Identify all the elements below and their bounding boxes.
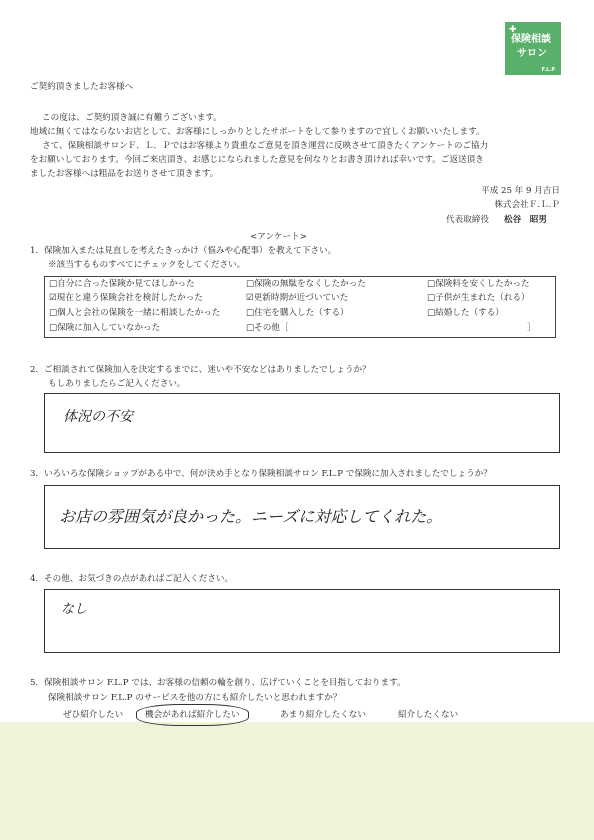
bottom-panel <box>0 722 594 840</box>
q5-option-2[interactable]: 機会があれば紹介したい <box>136 704 249 726</box>
q1-checkbox-table <box>44 276 556 338</box>
q3-answer: お店の雰囲気が良かった。ニーズに対応してくれた。 <box>59 507 443 526</box>
q1-option-4[interactable]: ☑現在と違う保険会社を検討したかった <box>49 293 203 303</box>
rep-title: 代表取締役 <box>446 215 489 225</box>
q5-option-4[interactable]: 紹介したくない <box>398 710 459 720</box>
q1-option-1[interactable]: □自分に合った保険か見てほしかった <box>49 279 195 289</box>
q1-option-5[interactable]: ☑更新時期が近づいていた <box>246 293 349 303</box>
greeting: ご契約頂きましたお客様へ <box>30 82 134 92</box>
q2-answer-box[interactable] <box>44 393 560 453</box>
logo-text-line1: 保険相談 <box>511 34 551 45</box>
intro-line-5: ましたお客様へは粗品をお送りさせて頂きます。 <box>30 169 219 179</box>
intro-line-4: をお願いしております。今回ご来店頂き、お感じになられました意見を何なりとお書き頂ければ幸いです。ご返送頂き <box>30 155 484 165</box>
logo-text-line2: サロン <box>517 48 547 59</box>
company-name: 株式会社Ｆ.Ｌ.Ｐ <box>494 200 560 210</box>
q3-title: 3．いろいろな保険ショップがある中で、何が決め手となり保険相談サロン F.L.P で保険に加入されましたでしょうか？ <box>30 469 492 479</box>
q2-title: 2．ご相談されて保険加入を決定するまでに、迷いや不安などはありましたでしょうか？ <box>30 365 371 375</box>
survey-title: <アンケート> <box>250 232 307 242</box>
q5-title: 5．保険相談サロン F.L.P では、お客様の信頼の輪を創り、広げていくことを目指しております。 <box>30 678 406 688</box>
q1-option-11[interactable]: □その他［ <box>246 323 289 333</box>
q5-option-3[interactable]: あまり紹介したくない <box>280 710 366 720</box>
q5-option-1[interactable]: ぜひ紹介したい <box>63 710 124 720</box>
salon-logo <box>505 22 561 75</box>
q5-sub: 保険相談サロン F.L.P のサービスを他の方にも紹介したいと思われますか？ <box>48 693 342 703</box>
q1-title: 1．保険加入または見直しを考えたきっかけ（悩みや心配事）を教えて下さい。 <box>30 246 337 256</box>
q4-answer: なし <box>61 602 88 617</box>
q2-sub: もしありましたらご記入ください。 <box>48 379 186 389</box>
logo-small-mark: F.L.P <box>541 67 555 73</box>
q1-note: ※該当するものすべてにチェックをしてください。 <box>48 260 246 270</box>
q1-option-10[interactable]: □保険に加入していなかった <box>49 323 161 333</box>
q1-option-7[interactable]: □個人と会社の保険を一緒に相談したかった <box>49 308 221 318</box>
q1-option-2[interactable]: □保険の無駄をなくしたかった <box>246 279 366 289</box>
rep-name: 松谷 昭男 <box>504 215 547 225</box>
q1-option-8[interactable]: □住宅を購入した（する） <box>246 308 349 318</box>
q1-option-6[interactable]: □子供が生まれた（れる） <box>427 293 530 303</box>
q1-option-9[interactable]: □結婚した（する） <box>427 308 504 318</box>
plus-icon: ✚ <box>509 25 517 35</box>
intro-line-2: 地域に無くてはならないお店として、お客様にしっかりとしたサポートをして参りますので宜しくお願いいたします。 <box>30 127 485 137</box>
q2-answer: 体況の不安 <box>63 409 133 425</box>
q4-title: 4．その他、お気づきの点があればご記入ください。 <box>30 574 234 584</box>
date: 平成 25 年 9 月吉日 <box>481 186 560 196</box>
q1-option-3[interactable]: □保険料を安くしたかった <box>427 279 530 289</box>
intro-line-3: さて、保険相談サロンＦ．Ｌ．Ｐではお客様より貴重なご意見を頂き運営に反映させて頂きたくアンケートのご協力 <box>42 141 489 151</box>
q4-answer-box[interactable] <box>44 589 560 653</box>
q1-option-11-close: ］ <box>527 323 536 333</box>
q3-answer-box[interactable] <box>44 485 560 549</box>
intro-line-1: この度は、ご契約頂き誠に有難うございます。 <box>42 113 222 123</box>
